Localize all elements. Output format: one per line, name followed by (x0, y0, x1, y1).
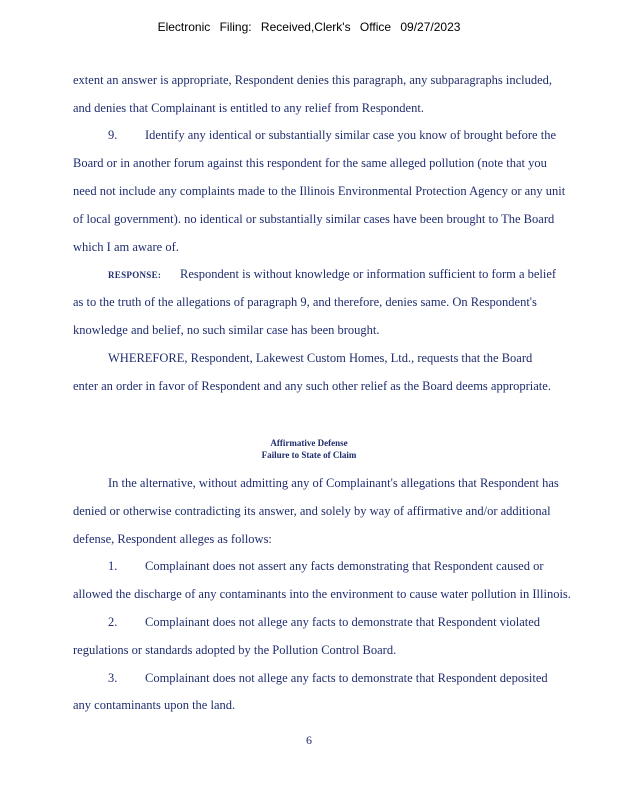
defense-3-first-line (108, 664, 548, 692)
text-span: Complainant does not assert any facts demonstrating that Respondent caused or (145, 559, 544, 573)
text-line: of local government). no identical or substantially similar cases have been brought to The Board (73, 212, 555, 226)
paragraph-number: 3. (108, 671, 118, 685)
page-number: 6 (306, 733, 312, 747)
text-line: and denies that Complainant is entitled to any relief from Respondent. (73, 101, 424, 115)
text-line: regulations or standards adopted by the Pollution Control Board. (73, 643, 397, 657)
text-line: knowledge and belief, no such similar case has been brought. (73, 323, 380, 337)
text-line: defense, Respondent alleges as follows: (73, 532, 272, 546)
text-line: allowed the discharge of any contaminants into the environment to cause water pollution in Illinois. (73, 587, 571, 601)
paragraph-number: 1. (108, 559, 118, 573)
text-span: Complainant does not allege any facts to demonstrate that Respondent deposited (145, 671, 548, 685)
response-first-line (108, 260, 556, 289)
affirmative-defense-title: Affirmative Defense (270, 438, 348, 448)
text-line: need not include any complaints made to the Illinois Environmental Protection Agency or any unit (73, 184, 566, 198)
text-line: WHEREFORE, Respondent, Lakewest Custom Homes, Ltd., requests that the Board (108, 351, 533, 365)
defense-2-first-line (108, 608, 540, 636)
filing-header: Electronic Filing: Received,Clerk's Office 09/27/2023 (157, 20, 461, 34)
text-line: In the alternative, without admitting any of Complainant's allegations that Respondent has (108, 476, 559, 490)
affirmative-defense-subtitle: Failure to State of Claim (261, 450, 357, 460)
text-span: Complainant does not allege any facts to demonstrate that Respondent violated (145, 615, 541, 629)
text-span: Identify any identical or substantially similar case you know of brought before the (145, 128, 556, 142)
text-line: enter an order in favor of Respondent and any such other relief as the Board deems appropriate. (73, 379, 551, 393)
text-line: any contaminants upon the land. (73, 698, 236, 712)
text-line: denied or otherwise contradicting its answer, and solely by way of affirmative and/or additional (73, 504, 551, 518)
text-span: Respondent is without knowledge or information sufficient to form a belief (180, 267, 557, 281)
response-label: RESPONSE: (108, 270, 162, 280)
text-line: extent an answer is appropriate, Respondent denies this paragraph, any subparagraphs included, (73, 73, 553, 87)
paragraph-number: 9. (108, 128, 118, 142)
paragraph-number: 2. (108, 615, 118, 629)
defense-1-first-line (108, 552, 544, 580)
paragraph-9-first-line (108, 121, 556, 149)
text-line: Board or in another forum against this respondent for the same alleged pollution (note that you (73, 156, 547, 170)
text-line: as to the truth of the allegations of paragraph 9, and therefore, denies same. On Respondent's (73, 295, 537, 309)
text-line: which I am aware of. (73, 240, 179, 254)
